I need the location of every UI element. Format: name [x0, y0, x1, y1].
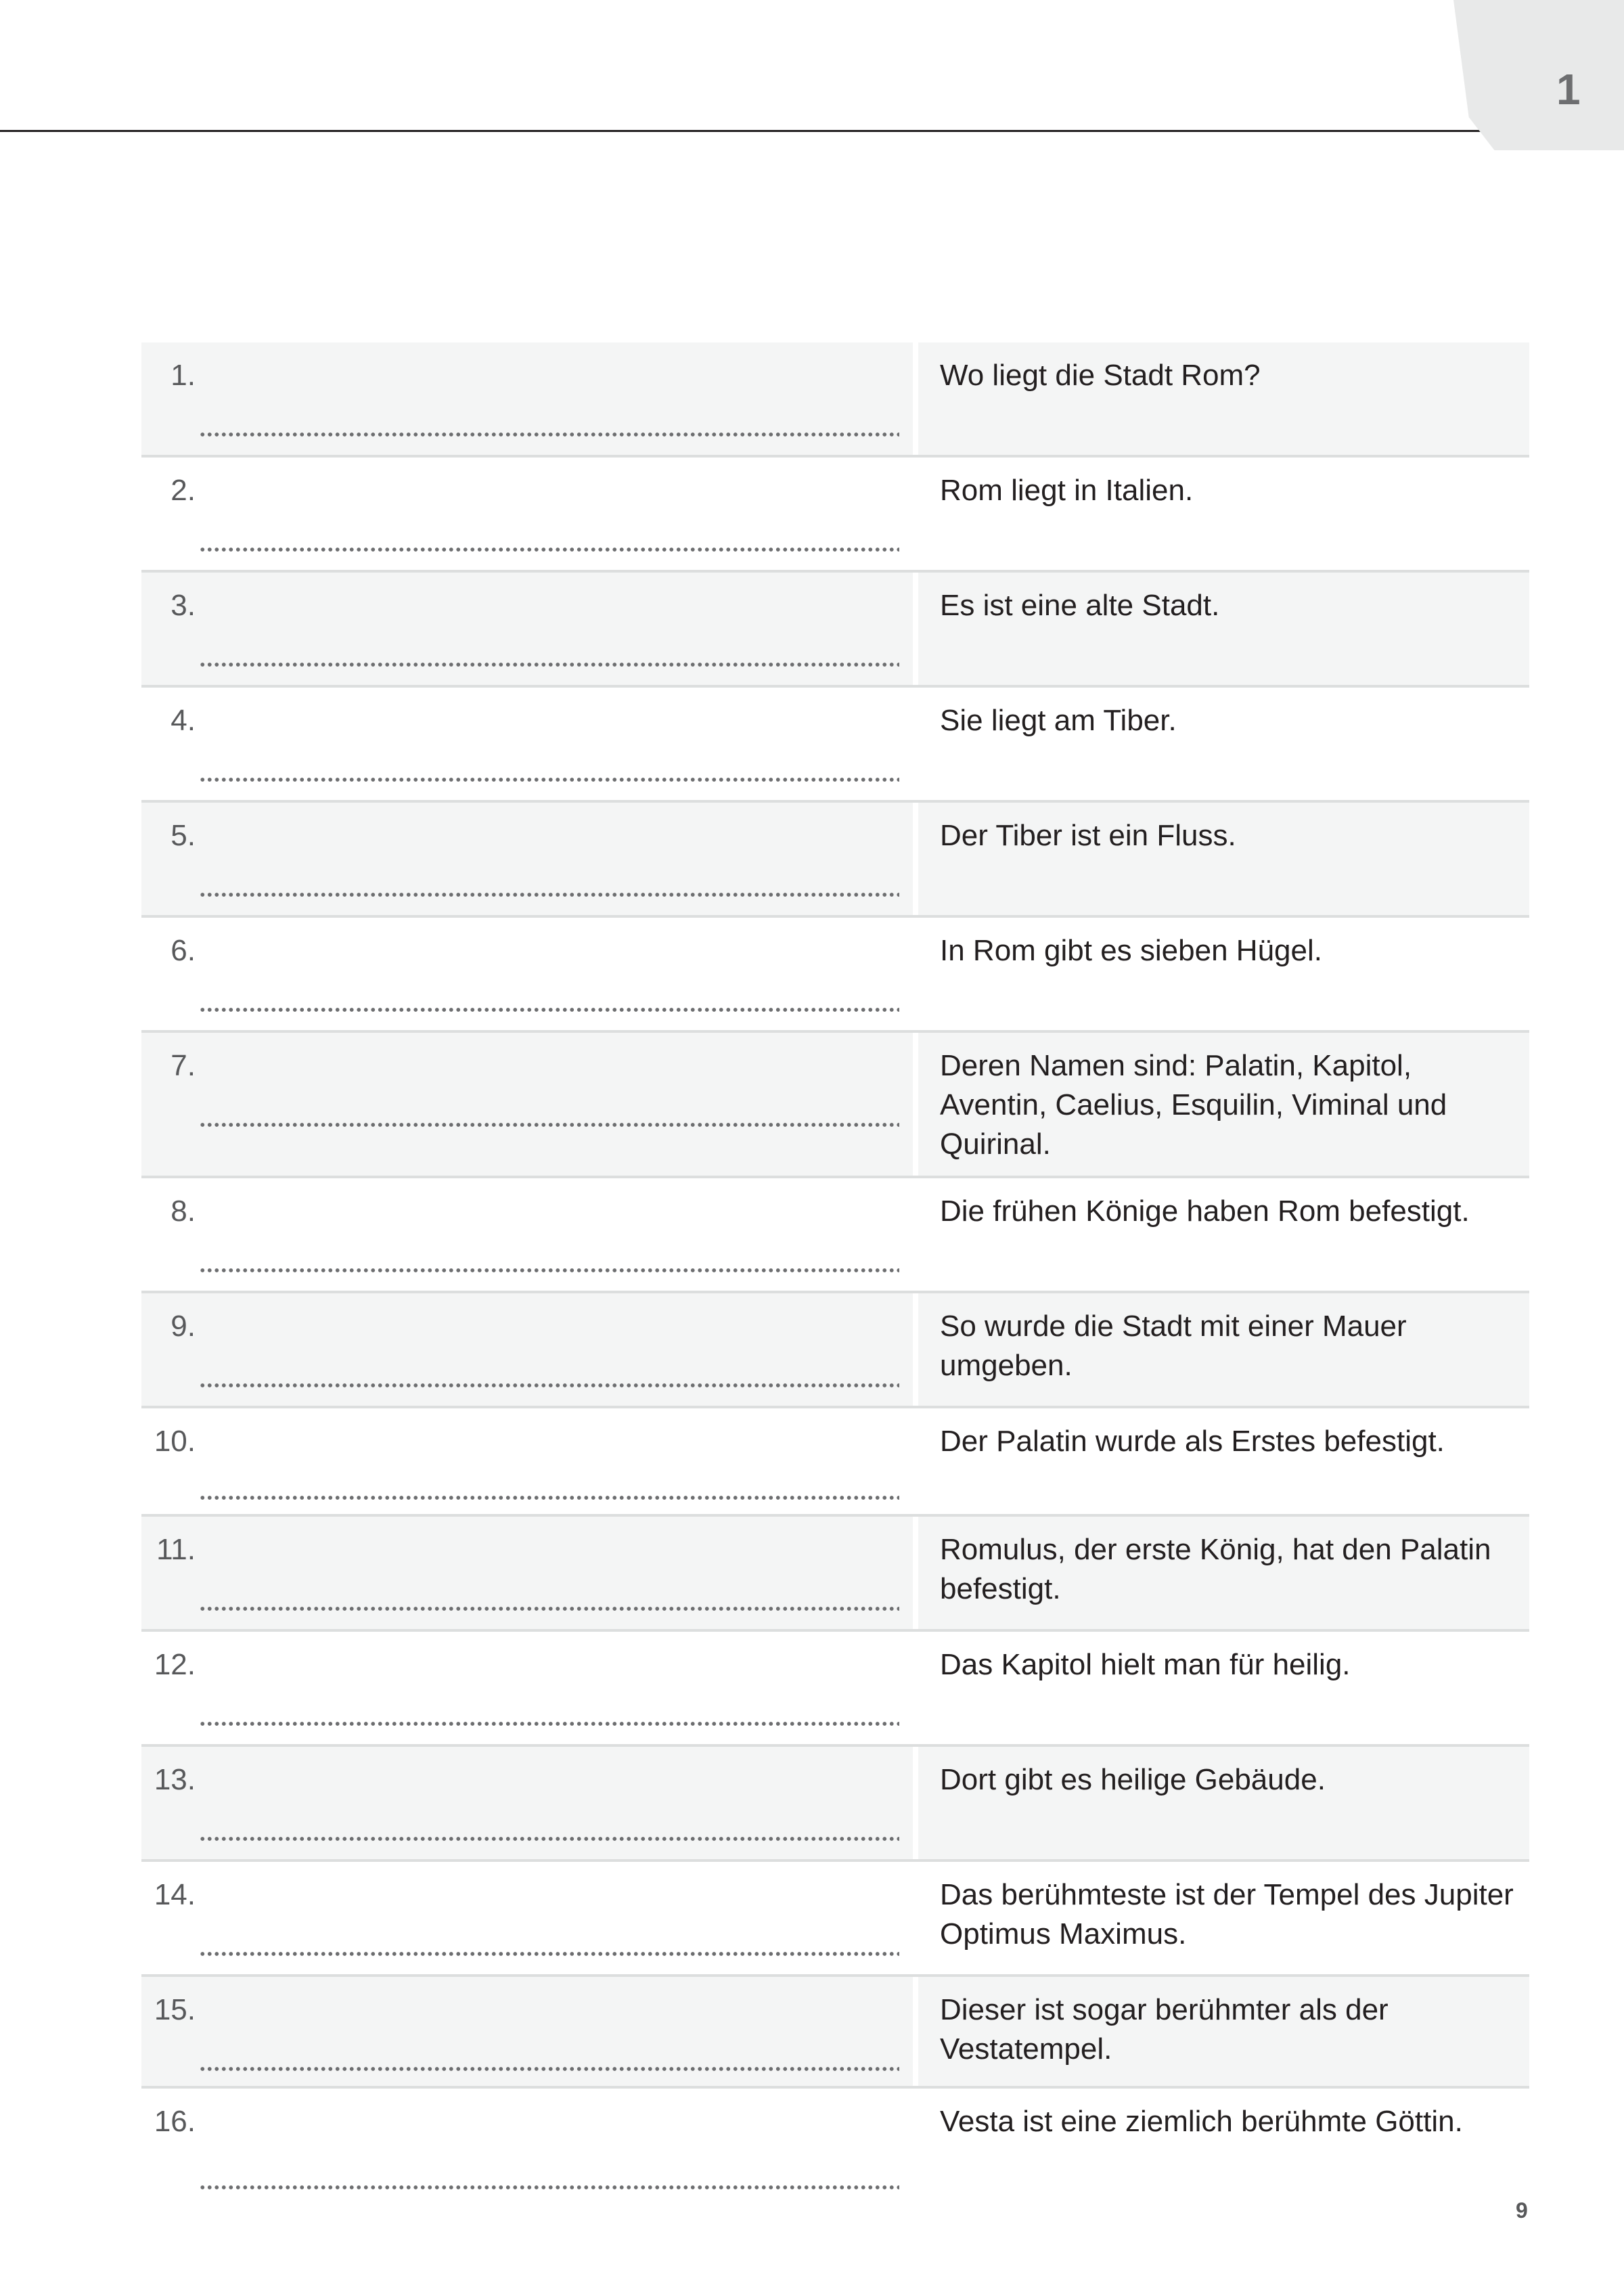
item-number: 7. [171, 1049, 196, 1082]
answer-cell [141, 1632, 913, 1744]
sentence: Deren Namen sind: Palatin, Kapitol, Aventin, Caelius, Esquilin, Viminal und Quirinal. [940, 1049, 1447, 1161]
answer-line[interactable] [199, 432, 899, 437]
exercise-row [141, 1977, 1529, 2089]
item-number: 4. [171, 704, 196, 737]
exercise-row [141, 1632, 1529, 1747]
exercise-row [141, 1862, 1529, 1977]
column-divider [913, 458, 918, 570]
item-number: 16. [154, 2105, 196, 2138]
chapter-tab [1453, 0, 1624, 150]
sentence: Sie liegt am Tiber. [940, 704, 1177, 737]
exercise-row [141, 1293, 1529, 1408]
answer-cell [141, 573, 913, 685]
column-divider [913, 1862, 918, 1974]
column-divider [913, 573, 918, 685]
exercise-row [141, 1178, 1529, 1293]
column-divider [913, 1033, 918, 1176]
exercise-row [141, 2089, 1529, 2197]
answer-cell [141, 803, 913, 915]
answer-line[interactable] [199, 1951, 899, 1957]
sentence: Die frühen Könige haben Rom befestigt. [940, 1195, 1470, 1228]
page-number: 9 [1516, 2198, 1528, 2223]
answer-line[interactable] [199, 1606, 899, 1611]
answer-line[interactable] [199, 1268, 899, 1273]
column-divider [913, 1747, 918, 1859]
answer-cell [141, 1408, 913, 1514]
sentence: Wo liegt die Stadt Rom? [940, 359, 1261, 392]
item-number: 2. [171, 474, 196, 507]
column-divider [913, 1517, 918, 1629]
sentence: Es ist eine alte Stadt. [940, 589, 1220, 622]
sentence: Romulus, der erste König, hat den Palatin befestigt. [940, 1533, 1491, 1605]
answer-line[interactable] [199, 777, 899, 782]
exercise-row [141, 458, 1529, 573]
item-number: 10. [154, 1425, 196, 1458]
exercise-row [141, 1747, 1529, 1862]
column-divider [913, 2089, 918, 2197]
answer-line[interactable] [199, 892, 899, 897]
column-divider [913, 688, 918, 800]
answer-line[interactable] [199, 1721, 899, 1726]
exercise-row [141, 1517, 1529, 1632]
exercise-row [141, 1408, 1529, 1517]
answer-line[interactable] [199, 2066, 899, 2072]
answer-cell [141, 1862, 913, 1974]
sentence: Vesta ist eine ziemlich berühmte Göttin. [940, 2105, 1463, 2138]
answer-cell [141, 1033, 913, 1176]
sentence: Der Palatin wurde als Erstes befestigt. [940, 1425, 1445, 1458]
column-divider [913, 342, 918, 455]
column-divider [913, 1293, 918, 1406]
translation-exercise [141, 342, 1529, 2197]
item-number: 12. [154, 1648, 196, 1681]
answer-cell [141, 688, 913, 800]
sentence: Dieser ist sogar berühmter als der Vestatempel. [940, 1993, 1389, 2066]
column-divider [913, 803, 918, 915]
chapter-number: 1 [1556, 65, 1581, 114]
answer-cell [141, 342, 913, 455]
answer-line[interactable] [199, 2185, 899, 2190]
answer-line[interactable] [199, 1383, 899, 1388]
item-number: 9. [171, 1310, 196, 1343]
sentence: Der Tiber ist ein Fluss. [940, 819, 1236, 852]
exercise-row [141, 342, 1529, 458]
exercise-row [141, 918, 1529, 1033]
exercise-row [141, 1033, 1529, 1178]
sentence: Das Kapitol hielt man für heilig. [940, 1648, 1351, 1681]
item-number: 5. [171, 819, 196, 852]
answer-line[interactable] [199, 1007, 899, 1012]
answer-cell [141, 1293, 913, 1406]
sentence: So wurde die Stadt mit einer Mauer umgeben. [940, 1310, 1407, 1382]
sentence: In Rom gibt es sieben Hügel. [940, 934, 1322, 967]
item-number: 11. [156, 1533, 196, 1566]
sentence: Dort gibt es heilige Gebäude. [940, 1763, 1326, 1796]
sentence: Das berühmteste ist der Tempel des Jupiter Optimus Maximus. [940, 1878, 1514, 1951]
column-divider [913, 1977, 918, 2086]
answer-line[interactable] [199, 547, 899, 552]
answer-cell [141, 458, 913, 570]
item-number: 8. [171, 1195, 196, 1228]
item-number: 14. [154, 1878, 196, 1911]
column-divider [913, 1408, 918, 1514]
column-divider [913, 1632, 918, 1744]
answer-line[interactable] [199, 1495, 899, 1500]
item-number: 3. [171, 589, 196, 622]
item-number: 1. [171, 359, 196, 392]
answer-line[interactable] [199, 1122, 899, 1128]
exercise-row [141, 573, 1529, 688]
item-number: 13. [154, 1763, 196, 1796]
item-number: 15. [154, 1993, 196, 2026]
answer-cell [141, 2089, 913, 2197]
answer-cell [141, 918, 913, 1030]
answer-line[interactable] [199, 662, 899, 667]
answer-cell [141, 1178, 913, 1291]
answer-cell [141, 1977, 913, 2086]
answer-line[interactable] [199, 1836, 899, 1842]
header-rule [0, 130, 1482, 132]
exercise-row [141, 803, 1529, 918]
exercise-row [141, 688, 1529, 803]
item-number: 6. [171, 934, 196, 967]
answer-cell [141, 1747, 913, 1859]
sentence: Rom liegt in Italien. [940, 474, 1194, 507]
answer-cell [141, 1517, 913, 1629]
column-divider [913, 918, 918, 1030]
column-divider [913, 1178, 918, 1291]
